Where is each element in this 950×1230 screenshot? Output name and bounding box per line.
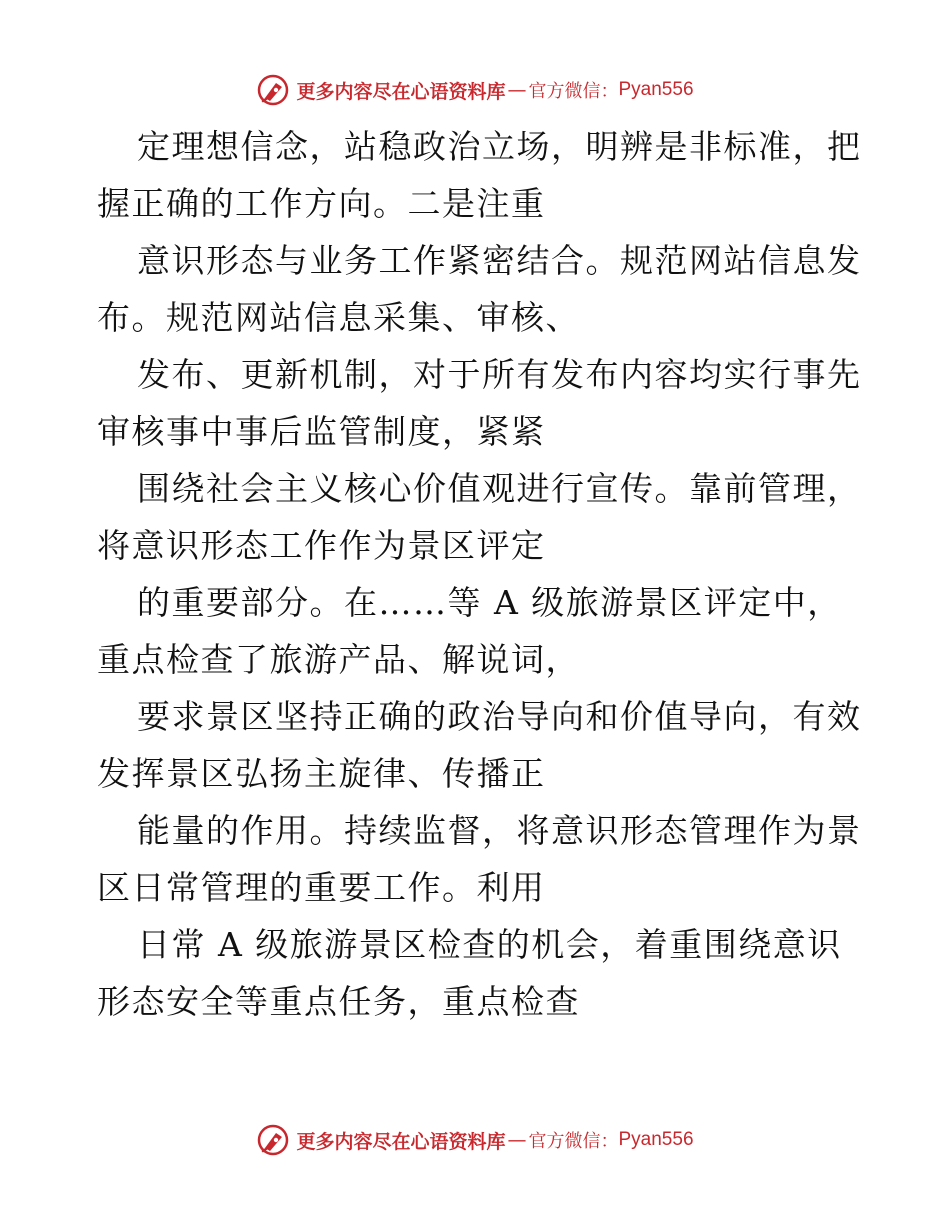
body-line: 区日常管理的重要工作。利用 (97, 868, 546, 907)
pen-nib-logo-icon (256, 73, 290, 107)
body-line: 能量的作用。持续监督，将意识形态管理作为景 (137, 811, 862, 850)
header-watermark (0, 70, 950, 110)
body-line: 重点检查了旅游产品、解说词， (97, 640, 580, 679)
watermark-site-text: 更多内容尽在心语资料库 (296, 80, 506, 103)
watermark-dash: — (507, 79, 527, 101)
body-line: 定理想信念，站稳政治立场，明辨是非标准，把 (137, 127, 862, 166)
watermark-wechat-id: Pyan556 (618, 1129, 694, 1150)
pen-nib-logo-icon (256, 1123, 290, 1157)
body-line: 日常 A 级旅游景区检查的机会，着重围绕意识 (137, 925, 842, 964)
body-line: 握正确的工作方向。二是注重 (97, 184, 546, 223)
body-line: 发挥景区弘扬主旋律、传播正 (97, 754, 546, 793)
document-body (97, 118, 862, 1030)
watermark-wechat-id: Pyan556 (618, 79, 694, 100)
watermark-dash: — (507, 1129, 527, 1151)
body-line: 围绕社会主义核心价值观进行宣传。靠前管理， (137, 469, 862, 508)
body-line: 发布、更新机制，对于所有发布内容均实行事先 (137, 355, 862, 394)
body-line: 要求景区坚持正确的政治导向和价值导向，有效 (137, 697, 862, 736)
body-line: 形态安全等重点任务，重点检查 (97, 982, 580, 1021)
body-line: 审核事中事后监管制度，紧紧 (97, 412, 546, 451)
body-line: 将意识形态工作作为景区评定 (97, 526, 546, 565)
body-line: 意识形态与业务工作紧密结合。规范网站信息发 (137, 241, 862, 280)
body-line: 布。规范网站信息采集、审核、 (97, 298, 580, 337)
watermark-official-label: 官方微信： (528, 81, 619, 102)
footer-watermark (0, 1120, 950, 1160)
body-line: 的重要部分。在……等 A 级旅游景区评定中， (137, 583, 842, 622)
watermark-official-label: 官方微信： (528, 1131, 619, 1152)
watermark-site-text: 更多内容尽在心语资料库 (296, 1130, 506, 1153)
